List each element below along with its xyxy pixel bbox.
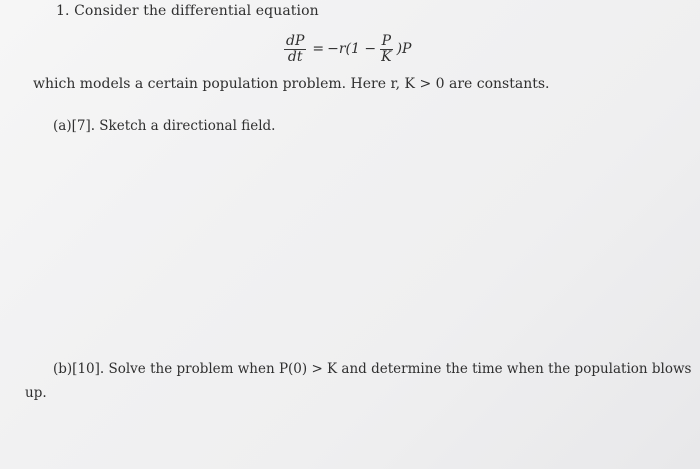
ratio-numerator: P bbox=[381, 32, 392, 49]
ratio-denominator: K bbox=[381, 48, 392, 65]
derivative-numerator: dP bbox=[286, 32, 305, 49]
part-a-prompt: (a)[7]. Sketch a directional field. bbox=[53, 118, 276, 134]
problem-header: 1. Consider the differential equation bbox=[56, 3, 319, 19]
part-b-prompt-continuation: up. bbox=[25, 385, 47, 401]
rhs-prefix: −r(1 − bbox=[327, 41, 377, 57]
differential-equation bbox=[281, 31, 411, 67]
equals-sign: = bbox=[312, 41, 325, 57]
ratio-fraction bbox=[379, 34, 393, 65]
rhs-suffix: )P bbox=[396, 41, 412, 57]
derivative-fraction bbox=[284, 34, 306, 65]
part-a-answer-space bbox=[40, 145, 660, 345]
derivative-denominator: dt bbox=[287, 48, 303, 65]
problem-description: which models a certain population problem. Here r, K > 0 are constants. bbox=[33, 76, 550, 92]
part-b-prompt: (b)[10]. Solve the problem when P(0) > K and determine the time when the population blows bbox=[53, 361, 692, 377]
part-b-answer-space bbox=[40, 408, 660, 463]
